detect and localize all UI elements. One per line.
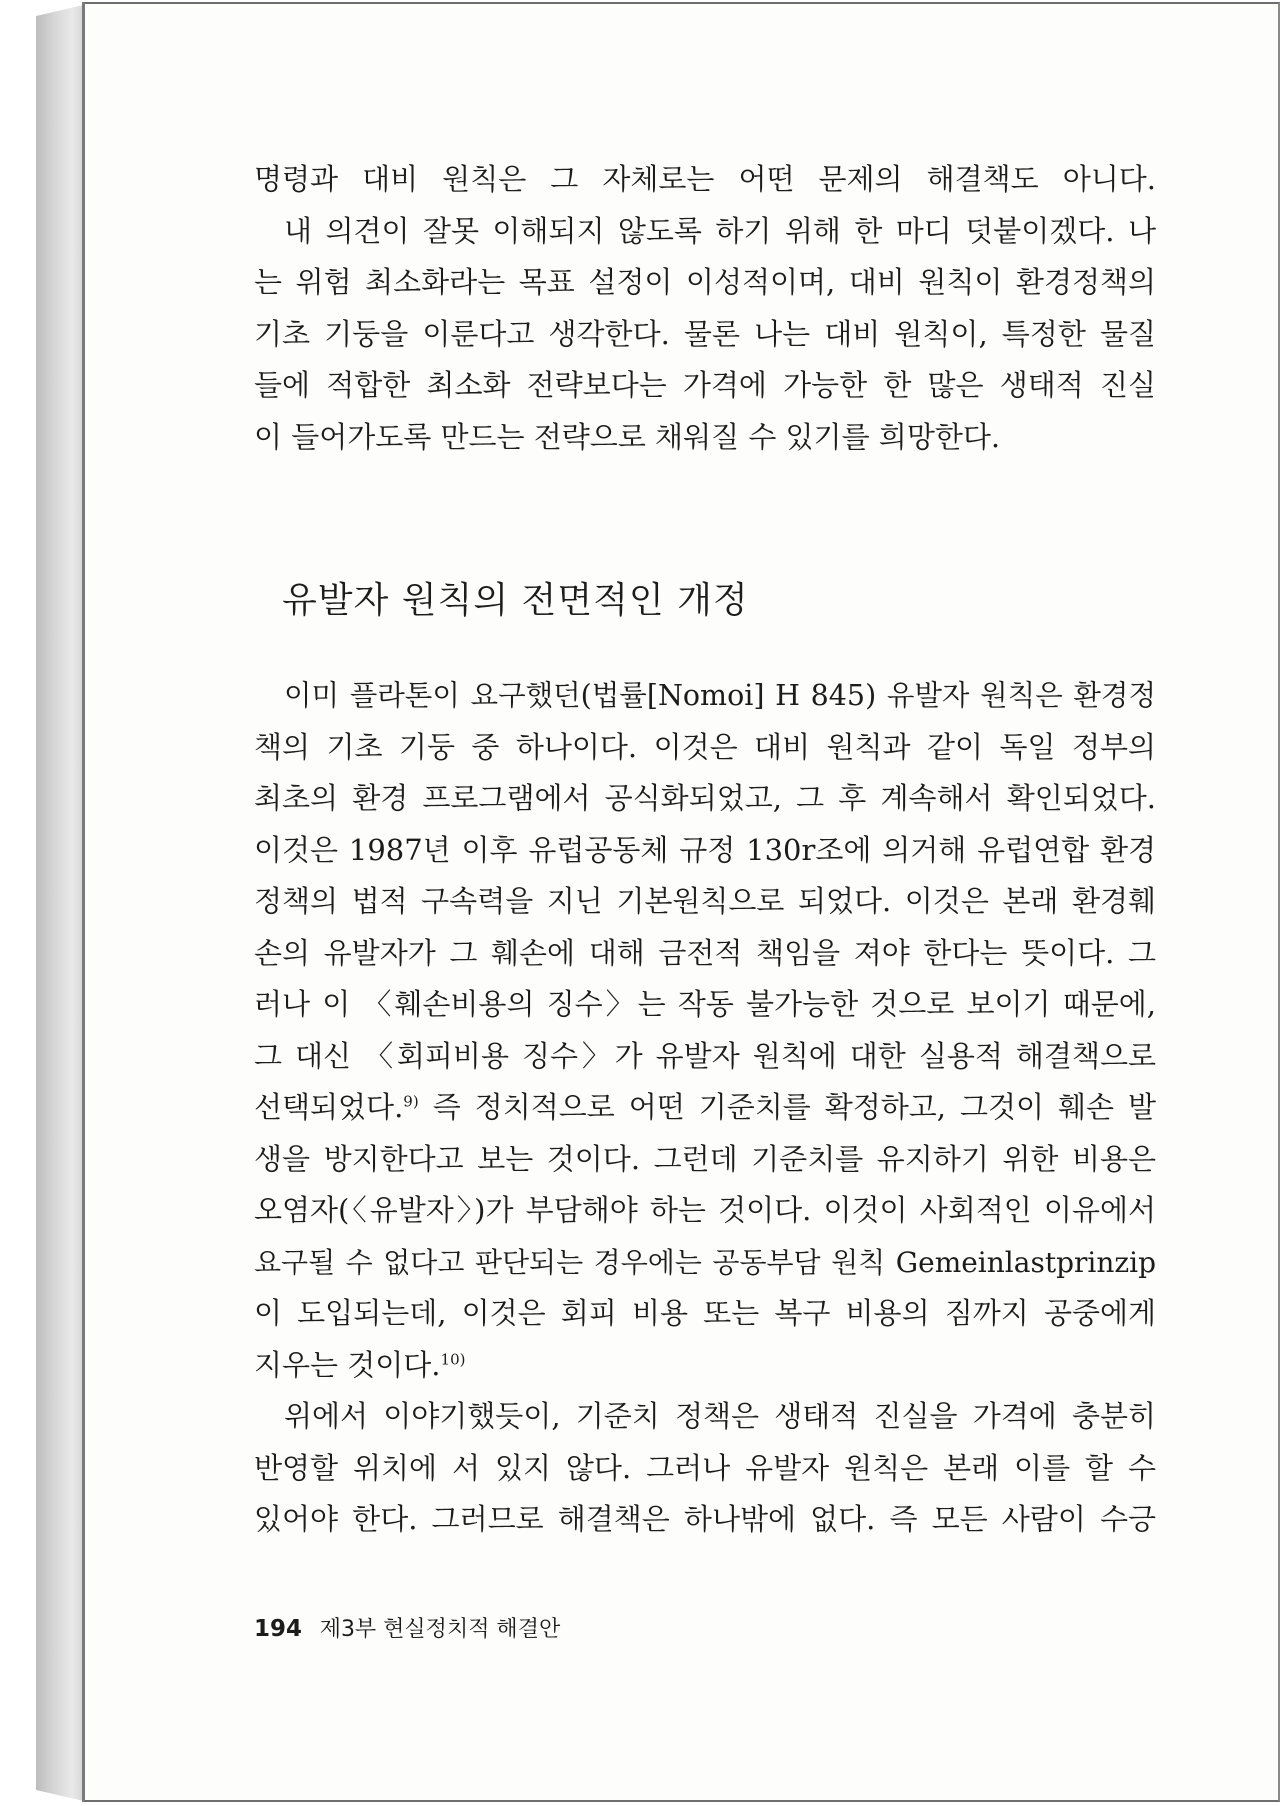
text-line: 명령과 대비 원칙은 그 자체로는 어떤 문제의 해결책도 아니다.: [254, 162, 1156, 196]
text-line: 내 의견이 잘못 이해되지 않도록 하기 위해 한 마디 덧붙이겠다. 나: [284, 213, 1156, 248]
top-text-block: [254, 154, 1156, 463]
text-line: 는 위험 최소화라는 목표 설정이 이성적이며, 대비 원칙이 환경정책의: [254, 265, 1156, 299]
body-text-block: [254, 670, 1156, 1546]
text-line: [254, 1082, 1156, 1134]
text-line: 생을 방지한다고 보는 것이다. 그런데 기준치를 유지하기 위한 비용은: [254, 1141, 1156, 1176]
running-footer-chapter: 제3부 현실정치적 해결안: [319, 1617, 561, 1642]
text-line: 위에서 이야기했듯이, 기준치 정책은 생태적 진실을 가격에 충분히: [284, 1399, 1156, 1433]
text-line: 러나 이 〈훼손비용의 징수〉는 작동 불가능한 것으로 보이기 때문에,: [254, 987, 1156, 1021]
text-line: 이미 플라톤이 요구했던(법률[Nomoi] H 845) 유발자 원칙은 환경정: [284, 679, 1156, 712]
text-line: 요구될 수 없다고 판단되는 경우에는 공동부담 원칙 Gemeinlastprinzip: [254, 1245, 1156, 1279]
page-footer: [254, 1612, 560, 1643]
text-line: 있어야 한다. 그러므로 해결책은 하나밖에 없다. 즉 모든 사람이 수긍: [254, 1502, 1156, 1536]
text-line: 이 들어가도록 만드는 전략으로 채워질 수 있기를 희망한다.: [254, 419, 1001, 454]
text-fragment: 즉 정치적으로 어떤 기준치를 확정하고, 그것이 훼손 발: [432, 1090, 1156, 1124]
text-line: [254, 1340, 1156, 1392]
text-fragment: 지우는 것이다.: [254, 1347, 441, 1382]
text-line: 최초의 환경 프로그램에서 공식화되었고, 그 후 계속해서 확인되었다.: [254, 781, 1156, 815]
text-line: 정책의 법적 구속력을 지닌 기본원칙으로 되었다. 이것은 본래 환경훼: [254, 884, 1156, 918]
text-line: 책의 기초 기둥 중 하나이다. 이것은 대비 원칙과 같이 독일 정부의: [254, 729, 1156, 764]
footnote-marker: 10): [440, 1349, 466, 1368]
page-edge: [82, 2, 85, 1802]
text-line: 오염자(〈유발자〉)가 부담해야 하는 것이다. 이것이 사회적인 이유에서: [254, 1193, 1156, 1227]
text-line: 반영할 위치에 서 있지 않다. 그러나 유발자 원칙은 본래 이를 할 수: [254, 1450, 1156, 1485]
text-line: 그 대신 〈회피비용 징수〉가 유발자 원칙에 대한 실용적 해결책으로: [254, 1038, 1156, 1073]
footnote-marker: 9): [403, 1092, 419, 1111]
text-line: 들에 적합한 최소화 전략보다는 가격에 가능한 한 많은 생태적 진실: [254, 368, 1156, 402]
book-spine: [36, 4, 88, 1802]
section-heading: 유발자 원칙의 전면적인 개정: [282, 580, 749, 621]
text-line: 기초 기둥을 이룬다고 생각한다. 물론 나는 대비 원칙이, 특정한 물질: [254, 316, 1156, 351]
text-line: 이 도입되는데, 이것은 회피 비용 또는 복구 비용의 짐까지 공중에게: [254, 1296, 1156, 1330]
text-line: 손의 유발자가 그 훼손에 대해 금전적 책임을 져야 한다는 뜻이다. 그: [254, 935, 1156, 970]
text-fragment: 선택되었다.: [254, 1090, 404, 1124]
text-line: 이것은 1987년 이후 유럽공동체 규정 130r조에 의거해 유럽연합 환경: [254, 832, 1156, 867]
text-line-part: [254, 1082, 419, 1134]
page-number: 194: [254, 1616, 303, 1642]
